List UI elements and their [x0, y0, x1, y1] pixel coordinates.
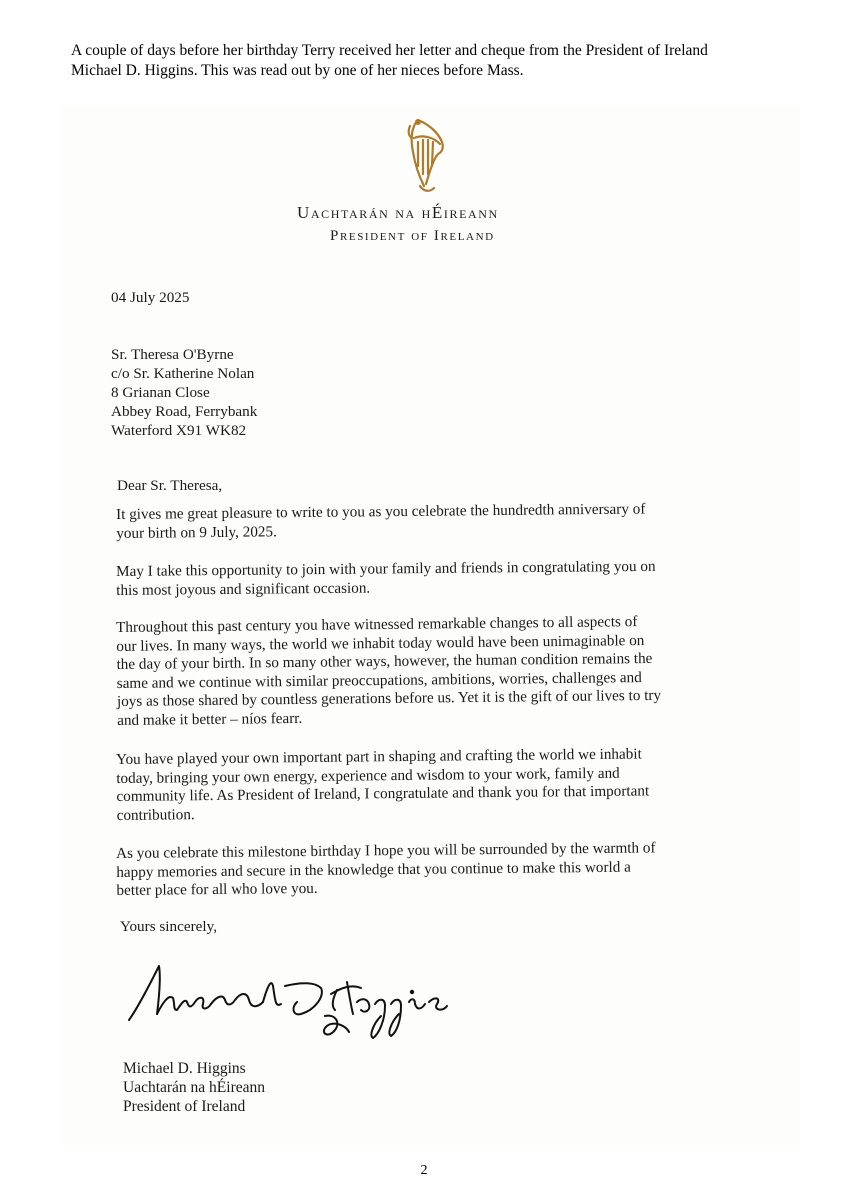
address-line: c/o Sr. Katherine Nolan	[111, 365, 255, 382]
letter-date: 04 July 2025	[111, 289, 190, 306]
paragraph-line: your birth on 9 July, 2025.	[116, 522, 277, 542]
intro-line-2: Michael D. Higgins. This was read out by one of her nieces before Mass.	[71, 62, 524, 79]
address-line: Waterford X91 WK82	[111, 422, 247, 439]
paragraph-4	[116, 744, 757, 825]
paragraph-line: happy memories and secure in the knowledge that you continue to make this world a	[116, 858, 631, 881]
handwritten-signature	[125, 958, 465, 1048]
paragraph-line: this most joyous and significant occasion.	[116, 579, 371, 599]
paragraph-line: It gives me great pleasure to write to you as you celebrate the hundredth anniversary of	[116, 500, 646, 523]
page-number: 2	[420, 1163, 428, 1178]
address-line: Sr. Theresa O'Byrne	[111, 346, 234, 363]
paragraph-2	[116, 557, 756, 600]
paragraph-line: May I take this opportunity to join with your family and friends in congratulating you on	[116, 557, 656, 580]
paragraph-line: our lives. In many ways, the world we inhabit today would have been unimaginable on	[116, 631, 645, 655]
signatory-name: Michael D. Higgins	[123, 1060, 246, 1077]
paragraph-line: community life. As President of Ireland, I congratulate and thank you for that important	[116, 782, 650, 805]
signatory-title-english: President of Ireland	[123, 1098, 246, 1115]
paragraph-line: Throughout this past century you have witnessed remarkable changes to all aspects of	[116, 613, 638, 636]
signatory-title-irish: Uachtarán na hÉireann	[123, 1079, 266, 1096]
paragraph-line: today, bringing your own energy, experience and wisdom to your work, family and	[116, 764, 620, 787]
intro-line-1: A couple of days before her birthday Terry received her letter and cheque from the President of Ireland	[71, 42, 708, 59]
letterhead-english-title: President of Ireland	[330, 228, 495, 244]
letterhead-irish-title: Uachtarán na hÉireann	[297, 203, 499, 222]
paragraph-line: joys as those shared by countless generations before us. Yet it is the gift of our lives to try	[116, 686, 662, 710]
paragraph-line: contribution.	[116, 805, 195, 824]
signatory-block	[123, 1060, 265, 1117]
paragraph-line: same and we continue with similar preoccupations, ambitions, worries, challenges and	[116, 668, 642, 692]
paragraph-5	[116, 838, 757, 900]
paragraph-line: and make it better – níos fearr.	[117, 709, 303, 729]
paragraph-1	[116, 499, 756, 543]
paragraph-line: better place for all who love you.	[116, 879, 318, 899]
recipient-address	[111, 346, 257, 441]
salutation: Dear Sr. Theresa,	[117, 477, 223, 494]
paragraph-3	[116, 612, 757, 730]
paragraph-line: the day of your birth. In so many other ways, however, the human condition remains the	[116, 649, 653, 673]
closing: Yours sincerely,	[120, 918, 218, 935]
paragraph-line: As you celebrate this milestone birthday I hope you will be surrounded by the warmth of	[116, 839, 656, 862]
address-line: 8 Grianan Close	[111, 384, 210, 401]
paragraph-line: You have played your own important part in shaping and crafting the world we inhabit	[116, 745, 642, 768]
address-line: Abbey Road, Ferrybank	[111, 403, 258, 420]
intro-text	[71, 41, 791, 81]
harp-icon	[404, 116, 448, 196]
